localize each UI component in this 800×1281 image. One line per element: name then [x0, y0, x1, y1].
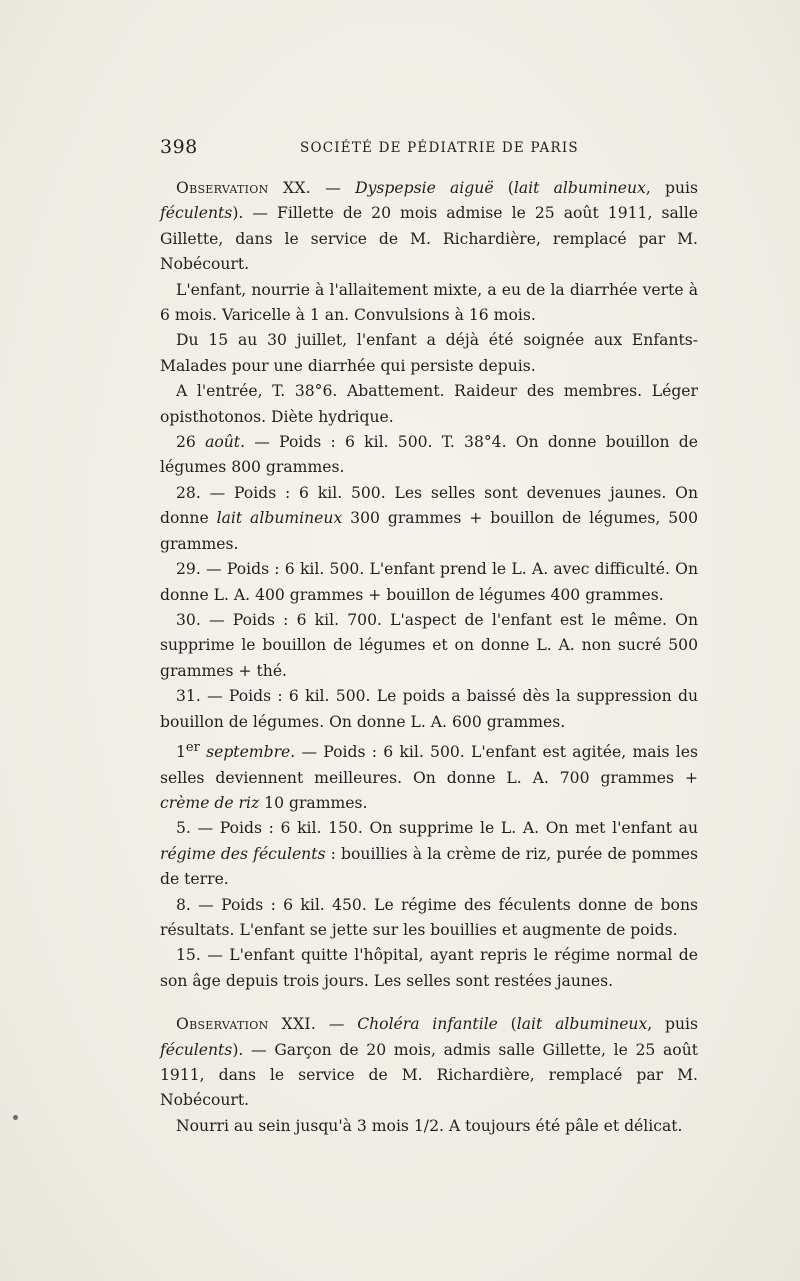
- paragraph: 8. — Poids : 6 kil. 450. Le régime des féculents donne de bons résultats. L'enfant se jette sur les bouillies et augmente de poids.: [160, 895, 698, 939]
- diet-term: lait albumineux: [516, 1015, 648, 1034]
- observation-xxi-heading: [160, 1012, 698, 1114]
- entry-month: septembre.: [199, 743, 296, 762]
- entry-text: : bouillies à la crème de riz, purée de pommes de terre.: [160, 844, 698, 889]
- entry-date: 26: [176, 433, 206, 452]
- page-header: [160, 136, 700, 166]
- paragraph: Du 15 au 30 juillet, l'enfant a déjà été soignée aux Enfants-Malades pour une diarrhée qui persiste depuis.: [160, 331, 698, 375]
- paragraph: 30. — Poids : 6 kil. 700. L'aspect de l'enfant est le même. On supprime le bouillon de légumes et on donne L. A. non sucré 500 grammes + thé.: [160, 610, 698, 680]
- paragraph: [160, 816, 698, 892]
- paragraph: A l'entrée, T. 38°6. Abattement. Raideur des membres. Léger opisthotonos. Diète hydrique.: [160, 382, 698, 426]
- observation-intro: — Garçon de 20 mois, admis salle Gillette, le 25 août 1911, dans le service de M. Richardière, remplacé par M. Nobécourt.: [160, 1040, 698, 1110]
- observation-title: Dyspepsie aiguë: [355, 179, 494, 197]
- dash: —: [311, 179, 356, 197]
- connector: , puis: [645, 179, 698, 197]
- connector: , puis: [647, 1015, 698, 1034]
- diet-term: lait albumineux: [216, 509, 343, 528]
- paragraph: [160, 430, 698, 481]
- section-gap: [160, 994, 698, 1012]
- paragraph: [160, 481, 698, 557]
- observation-title: Choléra infantile: [357, 1015, 498, 1034]
- print-speck: [13, 1115, 18, 1120]
- observation-label: Observation XX.: [176, 179, 312, 197]
- paragraph: 31. — Poids : 6 kil. 500. Le poids a baissé dès la suppression du bouillon de légumes. On donne L. A. 600 grammes.: [160, 687, 698, 731]
- paren: (: [493, 179, 514, 197]
- paren: ).: [232, 1040, 244, 1059]
- paragraph: 29. — Poids : 6 kil. 500. L'enfant prend le L. A. avec difficulté. On donne L. A. 400 grammes + bouillon de légumes 400 grammes.: [160, 560, 698, 604]
- entry-text: 28. — Poids : 6 kil. 500. Les selles sont devenues jaunes. On donne: [160, 483, 698, 528]
- diet-term: crème de riz: [160, 793, 260, 812]
- paragraph: 15. — L'enfant quitte l'hôpital, ayant repris le régime normal de son âge depuis trois jours. Les selles sont restées jaunes.: [160, 946, 698, 990]
- entry-date: 1: [176, 743, 186, 762]
- dash: —: [316, 1015, 358, 1034]
- ordinal-suffix: er: [185, 739, 200, 755]
- running-title: SOCIÉTÉ DE PÉDIATRIE DE PARIS: [300, 140, 579, 156]
- diet-term: féculents: [160, 204, 233, 223]
- entry-text: 5. — Poids : 6 kil. 150. On supprime le L. A. On met l'enfant au: [176, 819, 698, 838]
- entry-text: 10 grammes.: [259, 793, 368, 812]
- diet-term: régime des féculents: [160, 844, 326, 863]
- observation-label: Observation XXI.: [176, 1015, 317, 1034]
- paragraph: [160, 735, 698, 816]
- paren: ).: [232, 204, 244, 223]
- entry-text: — Poids : 6 kil. 500. T. 38°4. On donne bouillon de légumes 800 grammes.: [160, 433, 698, 477]
- entry-month: août.: [205, 433, 246, 452]
- diet-term: lait albumineux: [513, 179, 646, 197]
- paragraph: Nourri au sein jusqu'à 3 mois 1/2. A toujours été pâle et délicat.: [176, 1116, 683, 1135]
- paren: (: [497, 1015, 517, 1034]
- observation-xx-heading: [160, 176, 698, 278]
- entry-text: — Poids : 6 kil. 500. L'enfant est agitée, mais les selles deviennent meilleures. On donne L. A. 700 grammes +: [160, 743, 698, 787]
- paragraph: L'enfant, nourrie à l'allaitement mixte, a eu de la diarrhée verte à 6 mois. Varicelle à 1 an. Convulsions à 16 mois.: [160, 280, 698, 325]
- page-number: 398: [160, 136, 198, 158]
- observation-intro: — Fillette de 20 mois admise le 25 août 1911, salle Gillette, dans le service de M. Richardière, remplacé par M. Nobécourt.: [160, 204, 698, 274]
- body-text: [160, 176, 698, 1139]
- entry-text: 300 grammes + bouillon de légumes, 500 grammes.: [160, 509, 699, 553]
- diet-term: féculents: [160, 1040, 233, 1059]
